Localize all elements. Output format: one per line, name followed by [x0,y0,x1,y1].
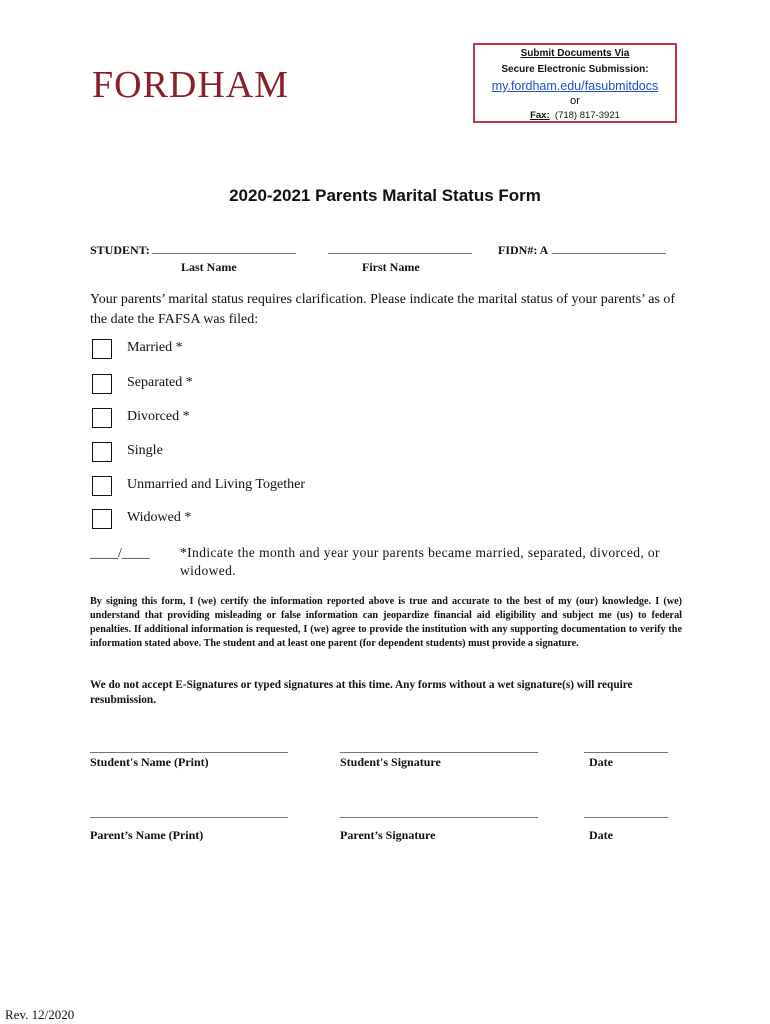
option-widowed[interactable] [92,509,392,535]
date-note: *Indicate the month and year your parents became married, separated, divorced, or widowed. [180,545,660,578]
parent-signature-field[interactable]: _________________________________ [340,805,538,819]
fordham-logo: FORDHAM [92,64,290,106]
option-label: Unmarried and Living Together [127,477,305,492]
student-name-label: Student's Name (Print) [90,755,209,769]
parent-name-label: Parent’s Name (Print) [90,828,204,842]
checkbox-unmarried-living-together[interactable] [92,476,112,496]
last-name-field[interactable]: ________________________ [152,241,296,255]
first-name-label: First Name [362,260,420,274]
first-name-field[interactable]: ________________________ [328,241,472,255]
option-separated[interactable] [92,374,392,400]
checkbox-married[interactable] [92,339,112,359]
option-label: Separated * [127,375,193,390]
option-label: Divorced * [127,409,190,424]
student-label: STUDENT: [90,243,150,257]
intro-text: Your parents’ marital status requires clarification. Please indicate the marital status of your parents’ as of the date the FAFSA was filed: [90,292,676,327]
student-name-field[interactable]: _________________________________ [90,740,288,754]
submit-docs-link[interactable]: my.fordham.edu/fasubmitdocs [491,79,659,93]
parent-signature-label: Parent’s Signature [340,828,436,842]
option-single[interactable] [92,442,392,468]
option-unmarried-living-together[interactable] [92,476,392,502]
parent-date-label: Date [589,828,613,842]
fax-line [475,110,675,122]
checkbox-separated[interactable] [92,374,112,394]
last-name-label: Last Name [181,260,237,274]
fidn-field[interactable]: ___________________ [552,241,666,255]
student-signature-label: Student's Signature [340,755,441,769]
parent-name-field[interactable]: _________________________________ [90,805,288,819]
date-field[interactable]: ____/____ [90,546,150,561]
student-date-label: Date [589,755,613,769]
checkbox-widowed[interactable] [92,509,112,529]
student-date-field[interactable]: ______________ [584,740,668,754]
fax-number: (718) 817-3921 [554,110,620,122]
submit-or: or [570,94,580,107]
option-divorced[interactable] [92,408,392,434]
option-label: Married * [127,340,183,355]
option-married[interactable] [92,339,392,365]
revision-date: Rev. 12/2020 [5,1007,75,1022]
fidn-label: FIDN#: A [498,243,549,257]
checkbox-divorced[interactable] [92,408,112,428]
parent-date-field[interactable]: ______________ [584,805,668,819]
submit-subtitle: Secure Electronic Submission: [501,63,649,75]
esignature-notice: We do not accept E-Signatures or typed signatures at this time. Any forms without a wet signature(s) will require resubmission. [90,679,633,706]
submission-info-box [473,43,677,123]
student-signature-field[interactable]: _________________________________ [340,740,538,754]
form-title: 2020-2021 Parents Marital Status Form [229,186,541,205]
checkbox-single[interactable] [92,442,112,462]
fax-label: Fax: [530,110,550,122]
certification-text: By signing this form, I (we) certify the information reported above is true and accurate to the best of my (our) knowledge. I (we) understand that providing misleading or false information can jeopardize financial aid eligibility and subject me (us) to federal penalties. If additional information is requested, I (we) agree to provide the institution with any supporting documentation to verify the information stated above. The student and at least one parent (for dependent students) must provide a signature. [90,596,682,649]
option-label: Single [127,443,163,458]
submit-title: Submit Documents Via [520,48,630,59]
option-label: Widowed * [127,510,192,525]
